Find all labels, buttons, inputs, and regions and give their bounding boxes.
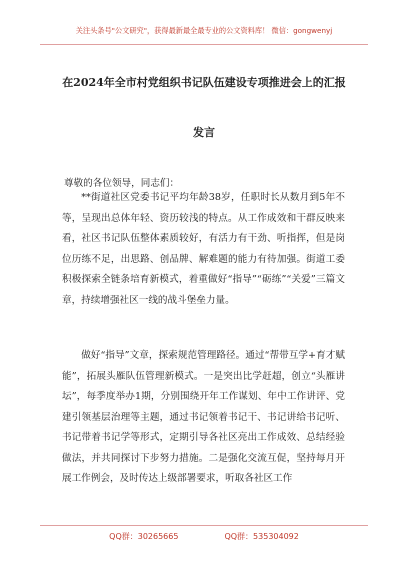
footer-divider — [40, 525, 368, 526]
document-title-line-1: 在2024年全市村党组织书记队伍建设专项推进会上的汇报 — [62, 76, 346, 89]
header-banner: 关注头条号"公文研究"，获得最新最全最专业的公文资料库！ 微信：gongwenyj — [75, 26, 333, 35]
body-paragraph-1: **街道社区党委书记平均年龄38岁，任职时长从数月到5年不等，呈现出总体年轻、资历较浅的特点。从工作成效和干群反映来看，社区书记队伍整体素质较好，有活力有干劲、听指挥，但是岗位历练不足，出思路、创品牌、解难题的能力有待加强。街道工委积极探索全链条培育新模式，着重做好“指导”“砺练”“关爱”三篇文章，持续增强社区一线的战斗堡垒力量。 — [62, 192, 345, 306]
footer-qq-group-2: QQ群：535304092 — [224, 532, 299, 541]
footer — [0, 531, 408, 542]
body-paragraph-2: 做好“指导”文章，探索规范管理路径。通过“帮带互学+育才赋能”，拓展头雁队伍管理新模式。一是突出比学赶超，创立“头雁讲坛”，每季度举办1期，分别围绕开年工作谋划、年中工作讲评、党建引领基层治理等主题，通过书记领着书记干、书记讲给书记听、书记带着书记学等形式，定期引导各社区亮出工作成效、总结经验做法，并共同探讨下步努力措施。二是强化交流互促，坚持每月开展工作例会，及时传达上级部署要求，听取各社区工作 — [62, 350, 345, 484]
footer-qq-group-1: QQ群：30265665 — [109, 532, 179, 541]
salutation: 尊敬的各位领导，同志们： — [64, 178, 180, 189]
document-title-line-2: 发言 — [193, 126, 215, 139]
header-divider — [40, 44, 368, 45]
